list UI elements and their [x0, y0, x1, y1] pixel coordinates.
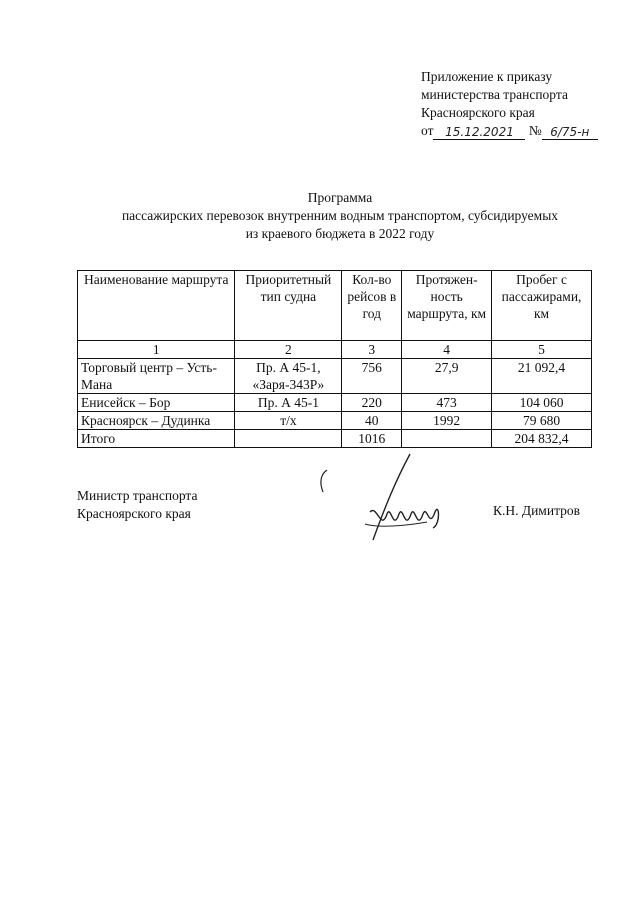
appendix-block [421, 68, 621, 140]
header-vessel: Приоритетный тип судна [235, 271, 342, 341]
title-line-1: Программа [307, 190, 373, 205]
trips-cell: 756 [342, 359, 402, 394]
appendix-line-3: Красноярского края [421, 105, 535, 120]
header-trips: Кол-во рейсов в год [342, 271, 402, 341]
vessel-cell: т/х [235, 412, 342, 430]
mileage-cell: 104 060 [492, 394, 592, 412]
date-prefix: от [421, 123, 434, 138]
length-cell: 473 [402, 394, 492, 412]
mileage-cell: 21 092,4 [492, 359, 592, 394]
signatory-position [77, 487, 198, 523]
title-line-3: из краевого бюджета в 2022 году [245, 226, 435, 241]
trips-cell: 220 [342, 394, 402, 412]
title-line-2: пассажирских перевозок внутренним водным транспортом, субсидируемых [121, 208, 559, 223]
document-title [60, 189, 620, 243]
table-row [78, 412, 592, 430]
route-cell: Енисейск – Бор [78, 394, 235, 412]
position-line-2: Красноярского края [77, 506, 191, 521]
length-cell: 27,9 [402, 359, 492, 394]
header-length: Протяжен-ность маршрута, км [402, 271, 492, 341]
handwritten-date: 15.12.2021 [433, 123, 525, 140]
column-number: 3 [342, 341, 402, 359]
mileage-cell: 79 680 [492, 412, 592, 430]
total-label: Итого [78, 430, 235, 448]
total-mileage: 204 832,4 [492, 430, 592, 448]
column-number: 2 [235, 341, 342, 359]
table-header-row [78, 271, 592, 341]
number-prefix: № [528, 123, 542, 138]
trips-cell: 40 [342, 412, 402, 430]
route-cell: Красноярск – Дудинка [78, 412, 235, 430]
column-number: 1 [78, 341, 235, 359]
header-route: Наименование маршрута [78, 271, 235, 341]
table-row [78, 359, 592, 394]
route-cell: Торговый центр – Усть-Мана [78, 359, 235, 394]
appendix-line-1: Приложение к приказу [421, 69, 553, 84]
total-row [78, 430, 592, 448]
column-number-row [78, 341, 592, 359]
table-row [78, 394, 592, 412]
handwritten-signature [315, 452, 445, 542]
column-number: 4 [402, 341, 492, 359]
appendix-line-2: министерства транспорта [421, 87, 568, 102]
total-length-cell [402, 430, 492, 448]
vessel-cell: Пр. А 45-1 [235, 394, 342, 412]
total-trips: 1016 [342, 430, 402, 448]
position-line-1: Министр транспорта [77, 488, 198, 503]
header-mileage: Пробег с пассажирами, км [492, 271, 592, 341]
appendix-date-number-row [421, 122, 621, 140]
signatory-name: К.Н. Димитров [493, 503, 581, 518]
length-cell: 1992 [402, 412, 492, 430]
program-table [77, 270, 592, 448]
total-vessel-cell [235, 430, 342, 448]
vessel-cell: Пр. А 45-1, «Заря-343Р» [235, 359, 342, 394]
column-number: 5 [492, 341, 592, 359]
handwritten-number: 6/75-н [542, 123, 598, 140]
